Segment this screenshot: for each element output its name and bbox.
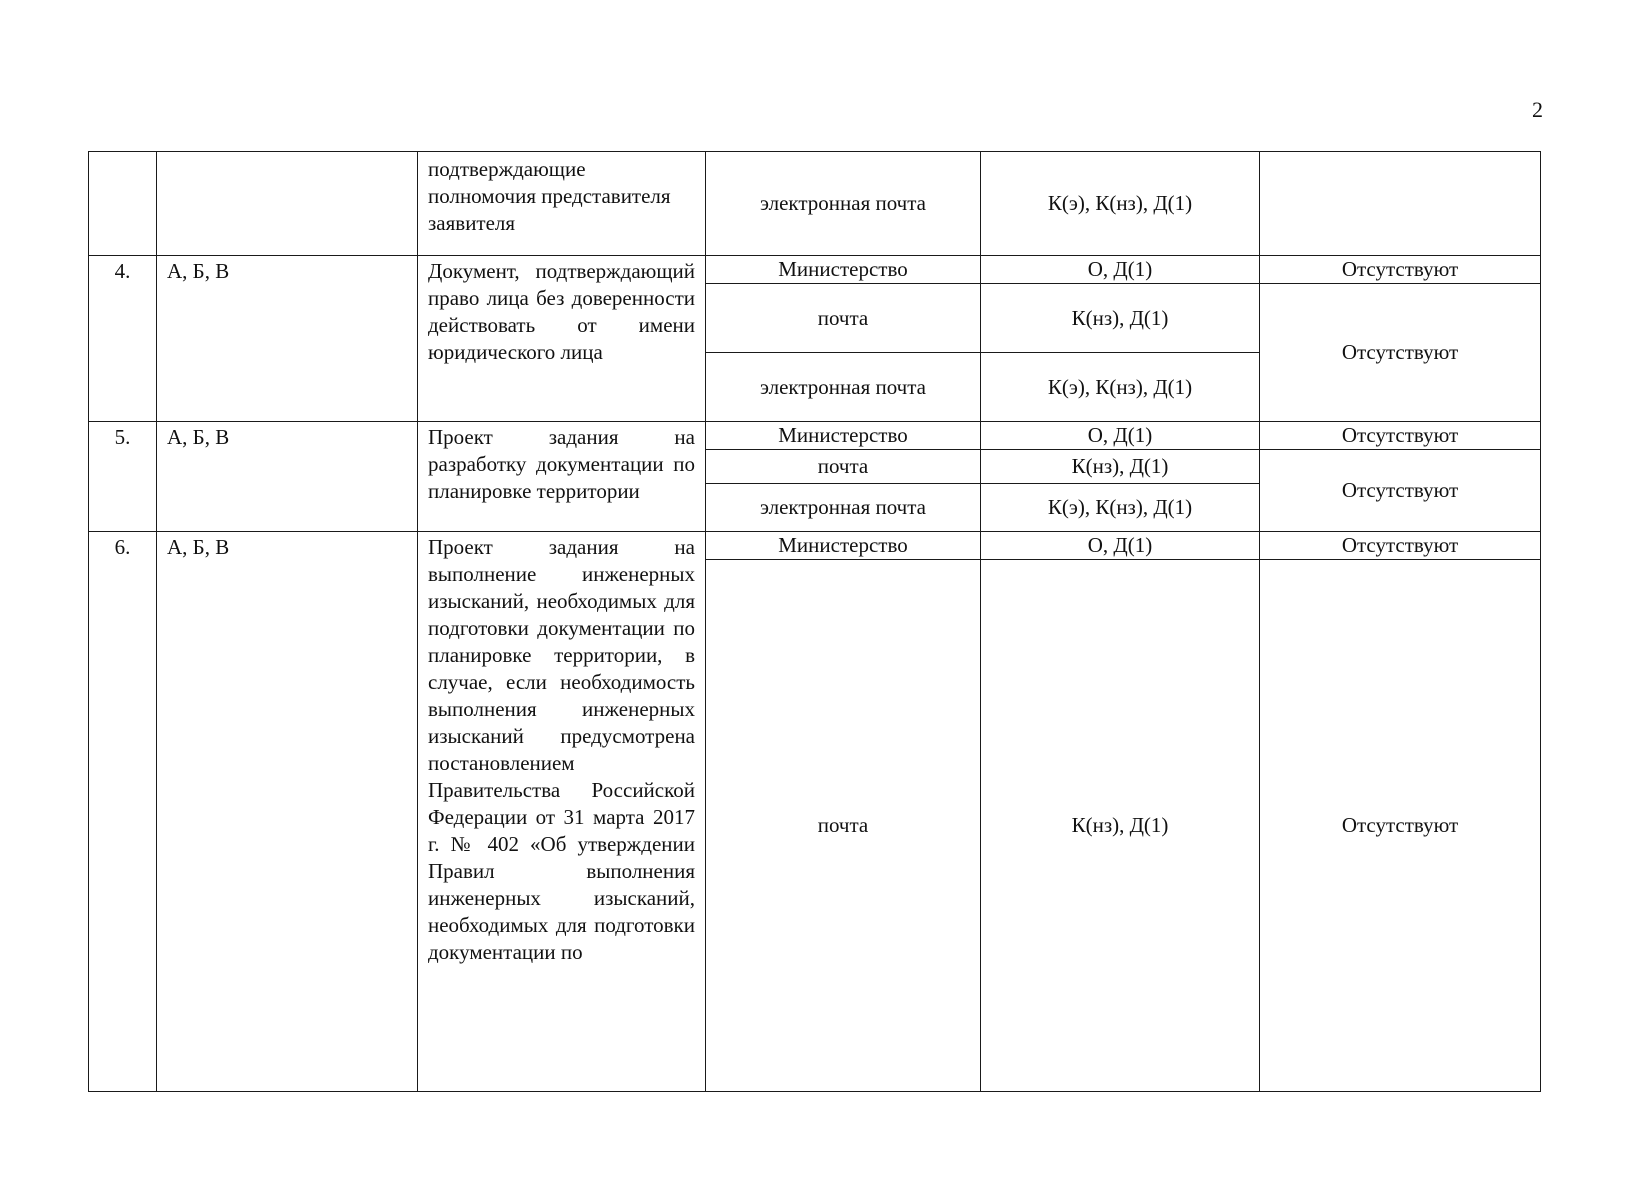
- channel-cell: электронная почта: [706, 484, 981, 532]
- channel-cell: почта: [706, 284, 981, 353]
- requirements-cell: [1260, 152, 1541, 256]
- categories-cell: А, Б, В: [157, 256, 418, 422]
- row-number-cell: 6.: [89, 532, 157, 1092]
- channel-cell: электронная почта: [706, 152, 981, 256]
- form-cell: К(нз), Д(1): [981, 450, 1260, 484]
- row-number-cell: [89, 152, 157, 256]
- documents-table: [88, 151, 1541, 1092]
- table-row: [89, 256, 1541, 284]
- page-number: 2: [1532, 97, 1543, 122]
- document-name-cell: Проект задания на выполнение инженерных изысканий, необходимых для подготовки документации по планировке территории, в случае, если необходимость выполнения инженерных изысканий предусмотрена постановлением Правительства Российской Федерации от 31 марта 2017 г. № 402 «Об утверждении Правил выполнения инженерных изысканий, необходимых для подготовки документации по: [418, 532, 706, 1092]
- categories-cell: А, Б, В: [157, 532, 418, 1092]
- requirements-cell: Отсутствуют: [1260, 422, 1541, 450]
- requirements-cell: Отсутствуют: [1260, 560, 1541, 1092]
- channel-cell: Министерство: [706, 256, 981, 284]
- categories-cell: [157, 152, 418, 256]
- requirements-cell: Отсутствуют: [1260, 532, 1541, 560]
- row-number-cell: 5.: [89, 422, 157, 532]
- channel-cell: Министерство: [706, 422, 981, 450]
- channel-cell: Министерство: [706, 532, 981, 560]
- document-name-cell: Проект задания на разработку документации по планировке территории: [418, 422, 706, 532]
- table-row: [89, 532, 1541, 560]
- form-cell: К(нз), Д(1): [981, 284, 1260, 353]
- table-row-continuation: [89, 152, 1541, 256]
- document-name-cell: Документ, подтверждающий право лица без доверенности действовать от имени юридического лица: [418, 256, 706, 422]
- form-cell: К(э), К(нз), Д(1): [981, 152, 1260, 256]
- channel-cell: электронная почта: [706, 353, 981, 422]
- channel-cell: почта: [706, 560, 981, 1092]
- form-cell: К(э), К(нз), Д(1): [981, 484, 1260, 532]
- document-name-cell: подтверждающие полномочия представителя заявителя: [418, 152, 706, 256]
- form-cell: О, Д(1): [981, 256, 1260, 284]
- requirements-cell: Отсутствуют: [1260, 284, 1541, 422]
- channel-cell: почта: [706, 450, 981, 484]
- form-cell: О, Д(1): [981, 422, 1260, 450]
- form-cell: К(нз), Д(1): [981, 560, 1260, 1092]
- requirements-cell: Отсутствуют: [1260, 450, 1541, 532]
- table-row: [89, 422, 1541, 450]
- row-number-cell: 4.: [89, 256, 157, 422]
- requirements-cell: Отсутствуют: [1260, 256, 1541, 284]
- form-cell: О, Д(1): [981, 532, 1260, 560]
- categories-cell: А, Б, В: [157, 422, 418, 532]
- form-cell: К(э), К(нз), Д(1): [981, 353, 1260, 422]
